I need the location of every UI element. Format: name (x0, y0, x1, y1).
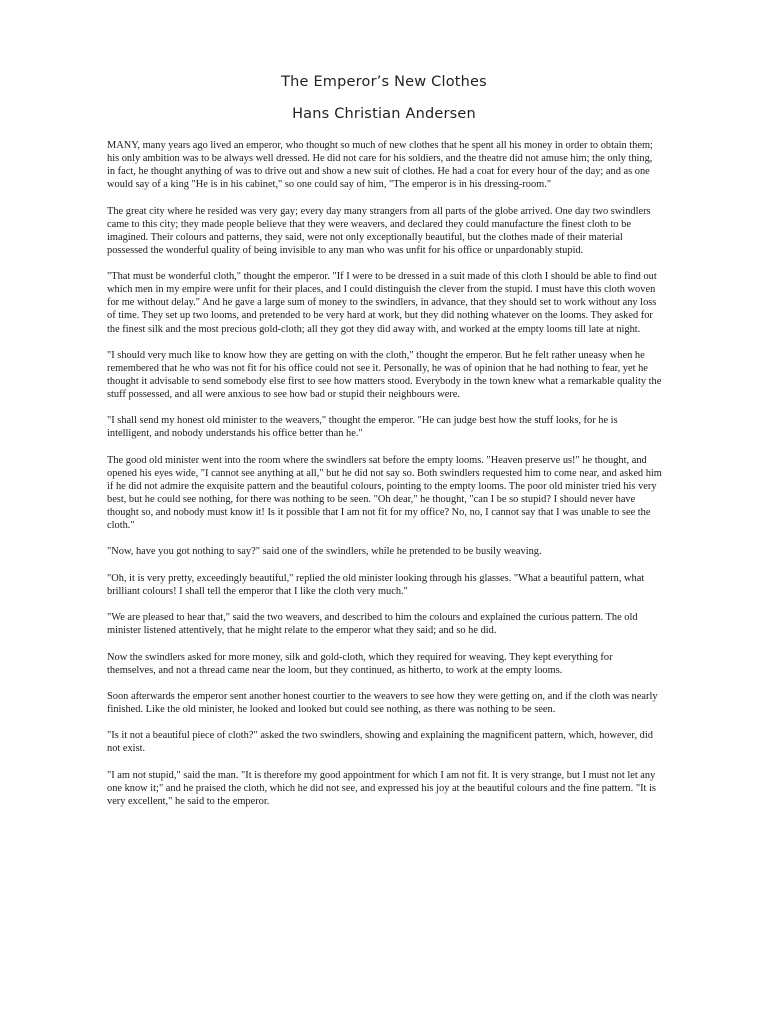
paragraph: "I shall send my honest old minister to the weavers," thought the emperor. "He can judge best how the stuff looks, for he is intelligent, and nobody understands his office better than he." (107, 415, 618, 440)
paragraph: "I am not stupid," said the man. "It is therefore my good appointment for which I am not fit. It is very strange, but I must not let any one know it;" and he praised the cloth, which he did not see, and expressed his joy at the beautiful colours and the fine pattern. "It is very excellent," he said to the emperor. (107, 769, 656, 807)
document-body (107, 139, 662, 821)
paragraph: The good old minister went into the room where the swindlers sat before the empty looms. "Heaven preserve us!" he thought, and opened his eyes wide, "I cannot see anything at all," but he did not say so. Both swindlers requested him to come near, and asked him if he did not admire the exquisite pattern and the beautiful colours, pointing to the empty looms. The poor old minister tried his very best, but he could see nothing, for there was nothing to be seen. "Oh dear," he thought, "can I be so stupid? I should never have thought so, and nobody must know it! Is it possible that I am not fit for my office? No, no, I cannot say that I was unable to see the cloth." (107, 454, 662, 532)
document-title: The Emperor’s New Clothes (281, 74, 487, 90)
document-author: Hans Christian Andersen (292, 106, 476, 122)
paragraph: Soon afterwards the emperor sent another honest courtier to the weavers to see how they were getting on, and if the cloth was nearly finished. Like the old minister, he looked and looked but could see nothing, as there was nothing to be seen. (107, 690, 658, 715)
paragraph: "I should very much like to know how they are getting on with the cloth," thought the emperor. But he felt rather uneasy when he remembered that he who was not fit for his office could not see it. Personally, he was of opinion that he had nothing to fear, yet he thought it advisable to send somebody else first to see how matters stood. Everybody in the town knew what a remarkable quality the stuff possessed, and all were anxious to see how bad or stupid their neighbours were. (107, 349, 662, 401)
paragraph: The great city where he resided was very gay; every day many strangers from all parts of the globe arrived. One day two swindlers came to this city; they made people believe that they were weavers, and declared they could manufacture the finest cloth to be imagined. Their colours and patterns, they said, were not only exceptionally beautiful, but the clothes made of their material possessed the wonderful quality of being invisible to any man who was unfit for his office or unpardonably stupid. (107, 205, 651, 256)
paragraph: "We are pleased to hear that," said the two weavers, and described to him the colours and explained the curious pattern. The old minister listened attentively, that he might relate to the emperor what they said; and so he did. (107, 612, 638, 637)
paragraph: "Now, have you got nothing to say?" said one of the swindlers, while he pretended to be busily weaving. (107, 546, 542, 558)
paragraph: "Oh, it is very pretty, exceedingly beautiful," replied the old minister looking through his glasses. "What a beautiful pattern, what brilliant colours! I shall tell the emperor that I like the cloth very much." (107, 572, 645, 597)
paragraph: "That must be wonderful cloth," thought the emperor. "If I were to be dressed in a suit made of this cloth I should be able to find out which men in my empire were unfit for their places, and I could distinguish the clever from the stupid. I must have this cloth woven for me without delay." And he gave a large sum of money to the swindlers, in advance, that they should set to work without any loss of time. They set up two looms, and pretended to be very hard at work, but they did nothing whatever on the looms. They asked for the finest silk and the most precious gold-cloth; all they got they did away with, and worked at the empty looms till late at night. (107, 271, 657, 335)
paragraph: MANY, many years ago lived an emperor, who thought so much of new clothes that he spent all his money in order to obtain them; his only ambition was to be always well dressed. He did not care for his soldiers, and the theatre did not amuse him; the only thing, in fact, he thought anything of was to drive out and show a new suit of clothes. He had a coat for every hour of the day; and as one would say of a king "He is in his cabinet," so one could say of him, "The emperor is in his dressing-room." (107, 140, 653, 191)
paragraph: Now the swindlers asked for more money, silk and gold-cloth, which they required for weaving. They kept everything for themselves, and not a thread came near the loom, but they continued, as hitherto, to work at the empty looms. (107, 651, 613, 676)
paragraph: "Is it not a beautiful piece of cloth?" asked the two swindlers, showing and explaining the magnificent pattern, which, however, did not exist. (107, 730, 653, 755)
